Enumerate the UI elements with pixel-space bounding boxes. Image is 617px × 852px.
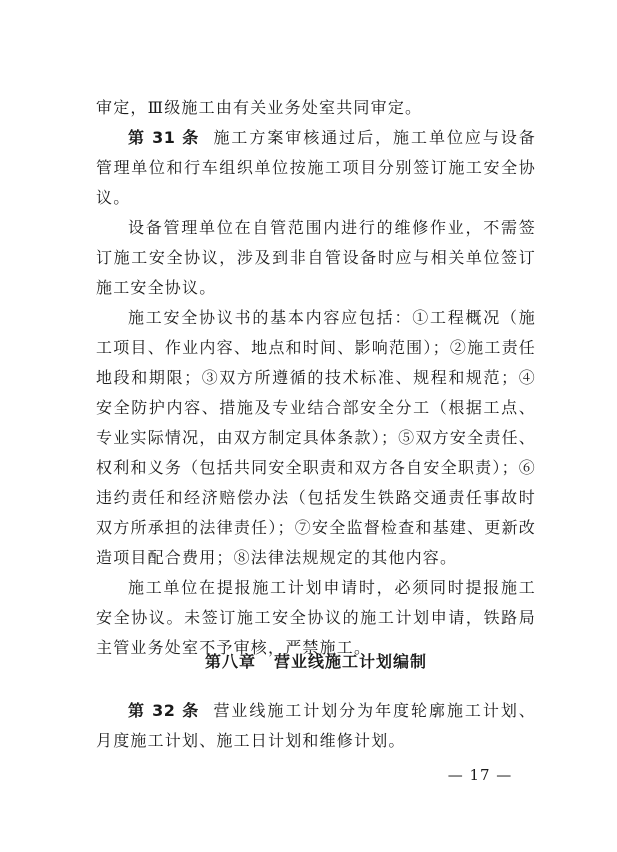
paragraph-text: 施工安全协议书的基本内容应包括：①工程概况（施工项目、作业内容、地点和时间、影响范围）；②施工责任地段和期限；③双方所遵循的技术标准、规程和规范；④安全防护内容、措施及专业结合部安全分工（根据工点、专业实际情况，由双方制定具体条款）；⑤双方安全责任、权利和义务（包括共同安全职责和双方各自安全职责）；⑥违约责任和经济赔偿办法（包括发生铁路交通责任事故时双方所承担的法律责任）；⑦安全监督检查和基建、更新改造项目配合费用；⑧法律法规规定的其他内容。 xyxy=(96,308,536,567)
paragraph-maintenance xyxy=(96,213,536,303)
body-text-top xyxy=(96,93,536,663)
chapter-heading xyxy=(96,649,536,672)
page-number: — 17 — xyxy=(447,766,513,784)
article-label: 第 31 条 xyxy=(128,128,200,147)
article-label: 第 32 条 xyxy=(128,701,200,720)
paragraph-continuation xyxy=(96,93,536,123)
paragraph-text: 营业线施工计划分为年度轮廓施工计划、月度施工计划、施工日计划和维修计划。 xyxy=(96,701,536,750)
article-31 xyxy=(96,123,536,213)
chapter-number: 第八章 xyxy=(204,652,256,671)
paragraph-agreement-contents xyxy=(96,303,536,573)
article-32 xyxy=(96,696,536,756)
paragraph-text: 设备管理单位在自管范围内进行的维修作业，不需签订施工安全协议，涉及到非自管设备时应与相关单位签订施工安全协议。 xyxy=(96,218,536,297)
paragraph-text: 施工单位在提报施工计划申请时，必须同时提报施工安全协议。未签订施工安全协议的施工计划申请，铁路局主管业务处室不予审核，严禁施工。 xyxy=(96,578,536,657)
body-text-bottom xyxy=(96,696,536,756)
chapter-title: 营业线施工计划编制 xyxy=(274,652,428,671)
paragraph-text: 施工方案审核通过后，施工单位应与设备管理单位和行车组织单位按施工项目分别签订施工安全协议。 xyxy=(96,128,536,207)
paragraph-text: 审定，Ⅲ级施工由有关业务处室共同审定。 xyxy=(96,98,423,117)
